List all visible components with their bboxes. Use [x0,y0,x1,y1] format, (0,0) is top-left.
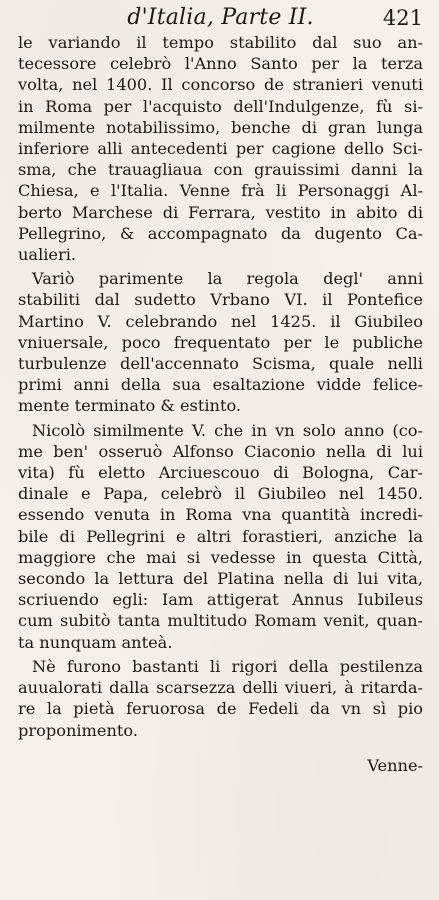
page-number: 421 [382,6,423,30]
text-line: essendo venuta in Roma vna quantità incredi- [18,505,423,525]
text-line: bile di Pellegrini e altri forastieri, anziche la [18,526,423,546]
text-line: le variando il tempo stabilito dal suo an- [18,33,423,52]
text-line: secondo la lettura del Platina nella di lui vita, [18,569,423,589]
catchword: Venne- [367,755,423,775]
text-line: sma, che trauagliaua con grauissimi danni la [18,160,423,180]
text-line: Chiesa, e l'Italia. Venne frà li Personaggi Al- [18,181,423,201]
text-line: maggiore che mai si vedesse in questa Città, [18,547,423,567]
catchword-row [18,755,423,776]
text-line: Nicolò similmente V. che in vn solo anno (co- [32,420,423,440]
text-line: tecessore celebrò l'Anno Santo per la terza [18,54,423,74]
text-line: dinale e Papa, celebrò il Giubileo nel 1450. [18,484,423,504]
text-line: Nè furono bastanti li rigori della pestilenza [32,656,423,676]
paragraph-1 [18,32,423,265]
text-line: primi anni della sua esaltazione vidde felice- [18,375,423,395]
text-line: turbulenze dell'accennato Scisma, quale nelli [18,354,423,374]
text-line: auualorati dalla scarsezza delli viueri, à ritarda- [18,678,423,698]
text-line: inferiore alli antecedenti per cagione dello Sci- [18,139,423,159]
text-line: scriuendo egli: Iam attigerat Annus Iubileus [18,590,423,610]
text-line: vita) fù eletto Arciuescouo di Bologna, Car- [18,463,423,483]
text-line: proponimento. [18,720,139,740]
text-line: milmente notabilissimo, benche di gran lunga [18,117,423,137]
paragraph-3 [18,420,423,653]
text-line: stabiliti dal sudetto Vrbano VI. il Pontefice [18,290,423,310]
body-text [18,32,423,776]
text-line: me ben' osseruò Alfonso Ciaconio nella di lui [18,441,423,461]
paragraph-4 [18,656,423,741]
text-line: volta, nel 1400. Il concorso de stranieri venuti [18,75,423,95]
text-line: cum subitò tanta multitudo Romam venit, quan- [18,611,423,631]
text-line: vniuersale, poco frequentato per le publiche [18,332,423,352]
text-line: ta nunquam anteà. [18,632,173,652]
text-line: Pellegrino, & accompagnato da dugento Ca- [18,223,423,243]
text-line: berto Marchese di Ferrara, vestito in abito di [18,202,423,222]
paragraph-2 [18,268,423,416]
text-line: ualieri. [18,245,77,265]
text-line: in Roma per l'acquisto dell'Indulgenze, fù si- [18,96,423,116]
text-line: Variò parimente la regola degl' anni [32,269,423,289]
text-line: mente terminato & estinto. [18,396,242,416]
running-title: d'Italia, Parte II. [127,5,314,30]
text-line: Martino V. celebrando nel 1425. il Giubileo [18,311,423,331]
text-line: re la pietà feruorosa de Fedeli da vn sì pio [18,699,423,719]
running-head [18,4,423,32]
